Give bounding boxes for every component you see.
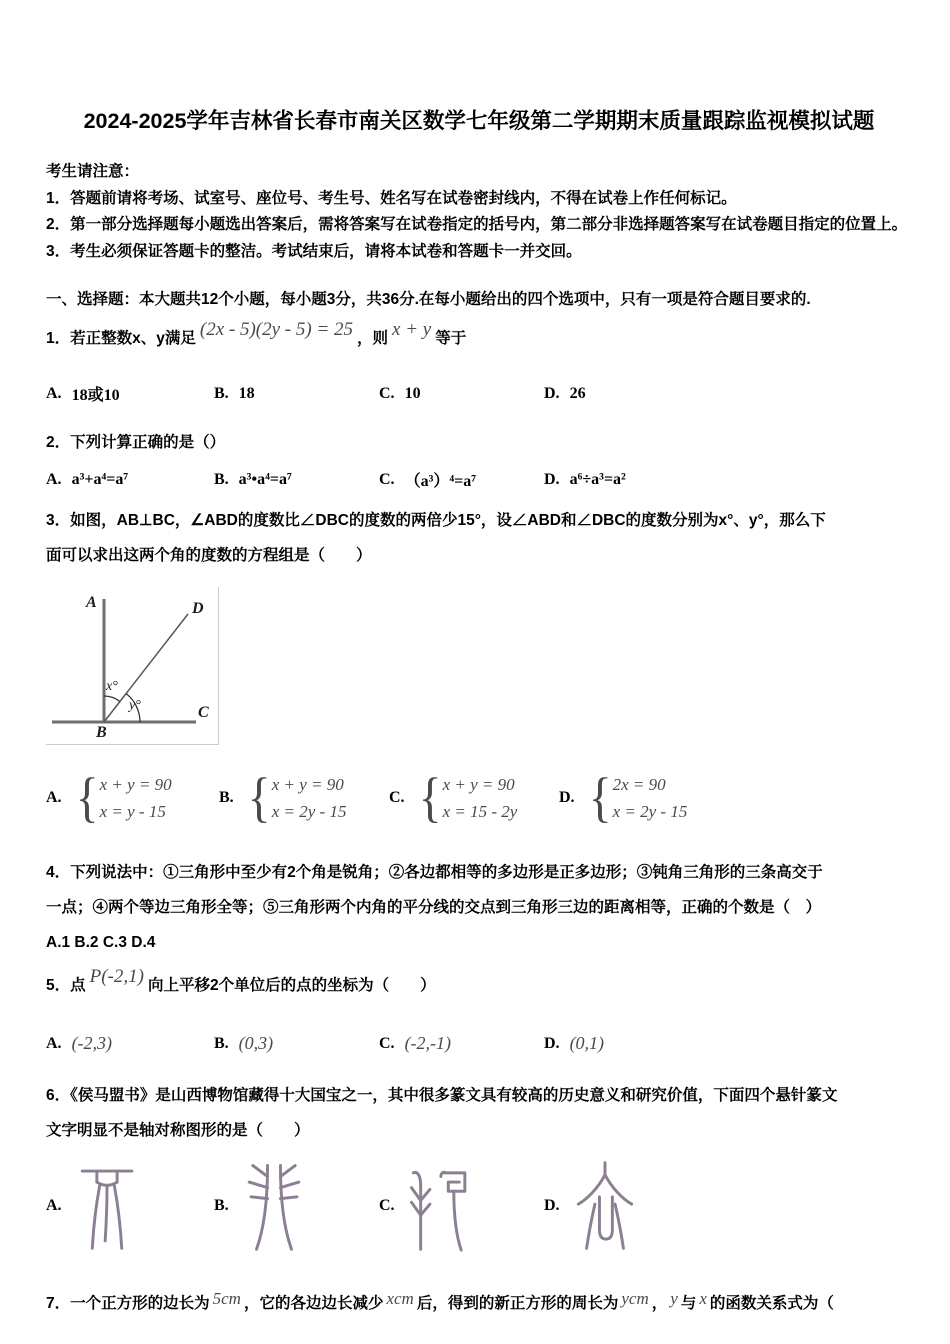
option-value: a³•a⁴=a⁷ — [238, 470, 292, 488]
question-3-options — [46, 766, 912, 828]
option-value: a³+a⁴=a⁷ — [71, 470, 129, 488]
option-b — [214, 471, 379, 489]
notice-item-3: 3．考生必须保证答题卡的整洁。考试结束后，请将本试卷和答题卡一并交回。 — [46, 242, 582, 260]
question-7-math-ycm: ycm — [621, 1289, 649, 1308]
question-6-options — [46, 1160, 912, 1252]
seal-script-char-b-icon — [239, 1160, 309, 1252]
question-5-text: 5．点 — [46, 977, 86, 994]
option-label: D. — [544, 1197, 560, 1214]
option-value: (0,1) — [569, 1033, 605, 1053]
option-c — [379, 1033, 544, 1054]
equation-system — [443, 771, 518, 825]
question-1-formula: (2x - 5)(2y - 5) = 25 — [199, 319, 354, 340]
option-label: D. — [544, 1034, 560, 1052]
option-value: 18或10 — [71, 387, 120, 404]
seal-script-char-a-icon — [72, 1160, 142, 1252]
question-1-mid: ，则 — [357, 330, 389, 347]
point-label-d: D — [192, 600, 204, 617]
option-value: 26 — [569, 384, 586, 402]
option-a — [46, 1160, 214, 1252]
question-7-text: 的函数关系式为（ — [709, 1295, 834, 1312]
question-7-math-xcm: xcm — [386, 1289, 414, 1308]
option-label: D. — [544, 384, 560, 402]
option-b — [219, 766, 389, 828]
question-2-options — [46, 468, 912, 491]
system-brace: { — [75, 766, 99, 828]
option-b — [214, 385, 379, 403]
equation-system — [100, 771, 172, 825]
question-7-text: 7．一个正方形的边长为 — [46, 1295, 210, 1312]
option-label: C. — [379, 1197, 395, 1214]
question-1 — [46, 321, 912, 356]
question-7-text: ， — [651, 1295, 668, 1312]
equation-system — [272, 771, 347, 825]
ray-bd — [104, 614, 188, 722]
question-7 — [46, 1286, 912, 1321]
question-7-math-y: y — [670, 1289, 678, 1308]
option-a — [46, 382, 214, 405]
option-value: (-2,3) — [71, 1033, 113, 1053]
page-title: 2024-2025学年吉林省长春市南关区数学七年级第二学期期末质量跟踪监视模拟试题 — [83, 109, 875, 133]
equation-1: 2x = 90 — [612, 775, 666, 794]
question-3-line2: 面可以求出这两个角的度数的方程组是（ ） — [46, 547, 372, 564]
option-b — [214, 1033, 379, 1054]
question-3-line1: 3．如图，AB⊥BC，∠ABD的度数比∠DBC的度数的两倍少15°，设∠ABD和∠DBC的度数分别为x°、y°，那么下 — [46, 512, 826, 529]
question-4-answers: A.1 B.2 C.3 D.4 — [46, 934, 156, 951]
question-5-formula: P(-2,1) — [89, 966, 144, 987]
question-4-line2: 一点；④两个等边三角形全等；⑤三角形两个内角的平分线的交点到三角形三边的距离相等，正确的个数是（ ） — [46, 899, 822, 916]
option-a — [46, 471, 214, 489]
angle-diagram — [46, 589, 216, 739]
option-label: C. — [379, 384, 395, 402]
option-c — [379, 385, 544, 403]
option-value: (0,3) — [238, 1033, 274, 1053]
option-label: B. — [219, 789, 234, 806]
question-6-line2: 文字明显不是轴对称图形的是（ ） — [46, 1122, 310, 1139]
question-7-math-5cm: 5cm — [212, 1289, 241, 1308]
point-label-a: A — [86, 594, 97, 611]
equation-1: x + y = 90 — [99, 775, 172, 794]
option-d — [544, 1160, 912, 1252]
question-6-line1: 6．《侯马盟书》是山西博物馆藏得十大国宝之一，其中很多篆文具有较高的历史意义和研究价值，下面四个悬针篆文 — [46, 1087, 838, 1104]
notice-item-2: 2．第一部分选择题每小题选出答案后，需将答案写在试卷指定的括号内，第二部分非选择题答案写在试卷题目指定的位置上。 — [46, 216, 908, 233]
point-label-b: B — [96, 724, 107, 739]
option-label: B. — [214, 1034, 229, 1052]
question-1-formula-2: x + y — [392, 319, 432, 340]
option-label: C. — [379, 470, 395, 488]
option-c — [389, 766, 559, 828]
equation-1: x + y = 90 — [271, 775, 344, 794]
option-label: D. — [559, 789, 575, 806]
question-7-text: 后，得到的新正方形的周长为 — [416, 1295, 619, 1312]
question-7-text: ，它的各边边长减少 — [243, 1295, 384, 1312]
question-1-text: 1．若正整数x、y满足 — [46, 330, 196, 347]
system-brace: { — [247, 766, 271, 828]
option-a — [46, 1033, 214, 1054]
option-c — [379, 1160, 544, 1252]
option-value: （a³）⁴=a⁷ — [404, 473, 477, 490]
section1-heading: 一、选择题：本大题共12个小题，每小题3分，共36分.在每小题给出的四个选项中，只有一项是符合题目要求的. — [46, 291, 811, 308]
question-5-suffix: 向上平移2个单位后的点的坐标为（ ） — [147, 977, 436, 994]
option-d — [544, 1033, 912, 1054]
question-4-line1: 4．下列说法中：①三角形中至少有2个角是锐角；②各边都相等的多边形是正多边形；③钝角三角形的三条高交于 — [46, 864, 823, 881]
equation-2: x = 15 - 2y — [442, 802, 518, 821]
seal-script-char-c-icon — [405, 1160, 475, 1252]
angle-arc-x — [104, 696, 120, 702]
option-c — [379, 468, 544, 491]
notice-section — [46, 159, 912, 265]
equation-system — [613, 771, 688, 825]
notice-item-1: 1．答题前请将考场、试室号、座位号、考生号、姓名写在试卷密封线内，不得在试卷上作任何标记。 — [46, 189, 737, 207]
option-label: A. — [46, 1034, 62, 1052]
option-label: A. — [46, 470, 62, 488]
option-label: A. — [46, 789, 62, 806]
question-5 — [46, 968, 912, 1003]
question-7-math-x: x — [699, 1289, 707, 1308]
option-value: a⁶÷a³=a² — [569, 470, 626, 488]
system-brace: { — [418, 766, 442, 828]
option-label: C. — [379, 1034, 395, 1052]
option-label: C. — [389, 789, 405, 806]
angle-label-x: x° — [106, 679, 118, 694]
option-d — [544, 471, 912, 489]
question-5-options — [46, 1033, 912, 1054]
system-brace: { — [588, 766, 612, 828]
question-1-suffix: 等于 — [435, 330, 467, 347]
option-label: D. — [544, 470, 560, 488]
option-d — [559, 766, 912, 828]
option-label: A. — [46, 384, 62, 402]
equation-2: x = 2y - 15 — [612, 802, 688, 821]
angle-label-y: y° — [129, 698, 141, 713]
option-value: (-2,-1) — [404, 1033, 452, 1053]
question-1-options — [46, 382, 912, 405]
equation-2: x = y - 15 — [99, 802, 166, 821]
option-value: 10 — [404, 384, 421, 402]
seal-script-char-d-icon — [570, 1160, 640, 1252]
question-7-text: 与 — [680, 1295, 697, 1312]
option-a — [46, 766, 219, 828]
option-label: B. — [214, 1197, 229, 1214]
option-d — [544, 385, 912, 403]
equation-2: x = 2y - 15 — [271, 802, 347, 821]
notice-heading: 考生请注意： — [46, 163, 140, 180]
option-label: B. — [214, 384, 229, 402]
option-value: 18 — [238, 384, 255, 402]
point-label-c: C — [198, 704, 209, 721]
option-label: A. — [46, 1197, 62, 1214]
equation-1: x + y = 90 — [442, 775, 515, 794]
question-3-figure — [46, 587, 219, 745]
question-2: 2．下列计算正确的是（） — [46, 434, 226, 451]
option-label: B. — [214, 470, 229, 488]
option-b — [214, 1160, 379, 1252]
